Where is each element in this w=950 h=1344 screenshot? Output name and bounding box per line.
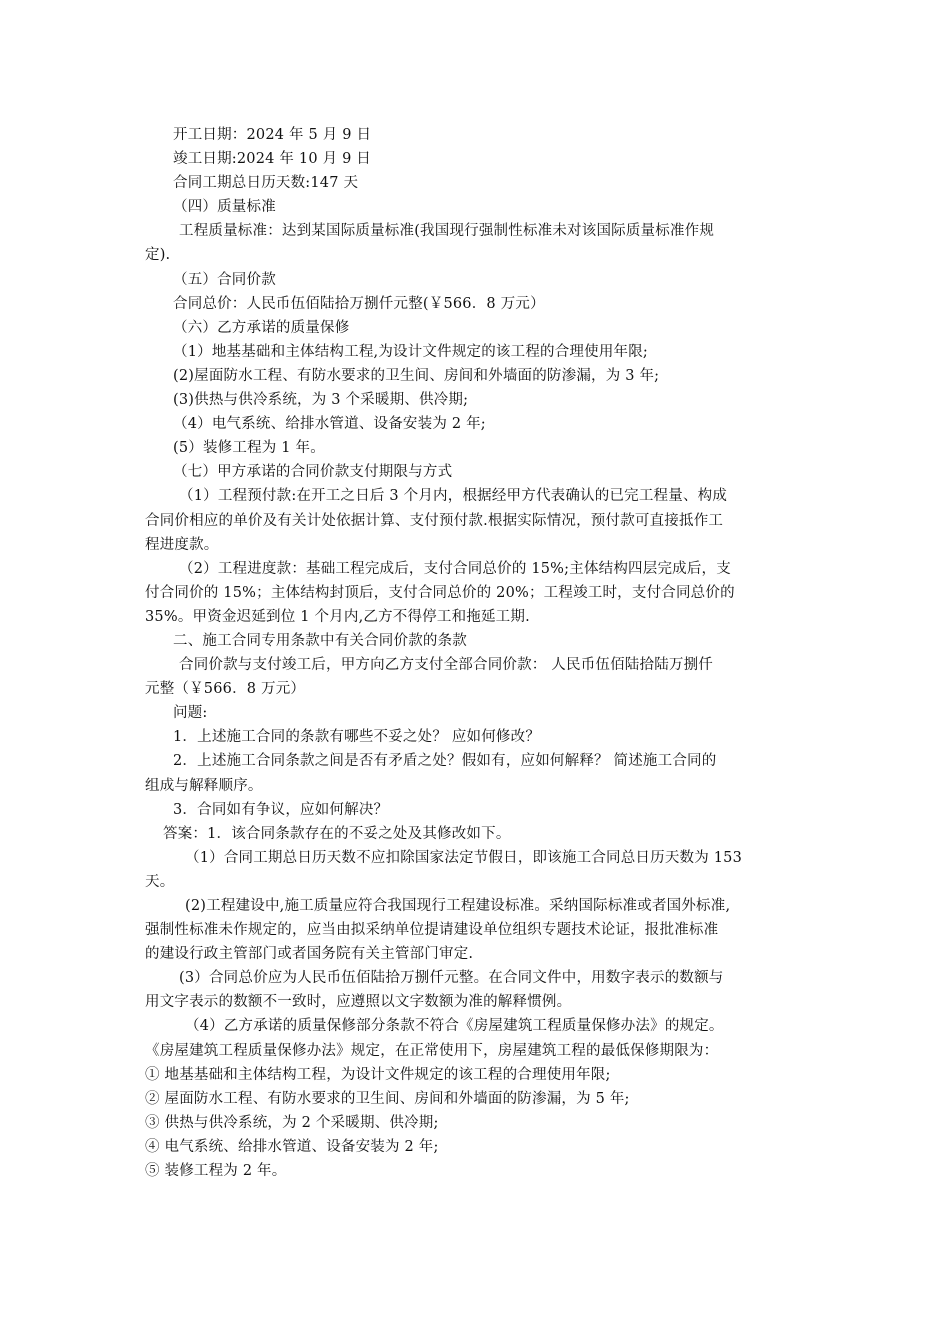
text-line: （4）电气系统、给排水管道、设备安装为 2 年; — [173, 416, 486, 433]
text-line: （4）乙方承诺的质量保修部分条款不符合《房屋建筑工程质量保修办法》的规定。 — [185, 1018, 724, 1035]
text-line: 付合同价的 15%；主体结构封顶后，支付合同总价的 20%；工程竣工时，支付合同总价的 — [145, 584, 735, 601]
document-body — [145, 123, 817, 1183]
text-line: （六）乙方承诺的质量保修 — [173, 319, 350, 336]
text-line: 组成与解释顺序。 — [145, 777, 263, 794]
text-line: (3）合同总价应为人民币伍佰陆拾万捌仟元整。在合同文件中，用数字表示的数额与 — [179, 970, 724, 987]
text-line: （2）工程进度款：基础工程完成后，支付合同总价的 15%;主体结构四层完成后，支 — [179, 560, 731, 577]
text-line: 合同价款与支付竣工后，甲方向乙方支付全部合同价款： 人民币伍佰陆拾陆万捌仟 — [179, 657, 714, 674]
text-line: 合同总价：人民币伍佰陆拾万捌仟元整(￥566．8 万元） — [173, 295, 545, 312]
text-line: （1）合同工期总日历天数不应扣除国家法定节假日，即该施工合同总日历天数为 153 — [185, 849, 743, 866]
text-line: 竣工日期:2024 年 10 月 9 日 — [173, 151, 372, 168]
text-line: 元整（￥566．8 万元） — [145, 681, 306, 698]
text-line: 合同价相应的单价及有关计处依据计算、支付预付款.根据实际情况，预付款可直接抵作工 — [145, 512, 724, 529]
text-line: ① 地基基础和主体结构工程，为设计文件规定的该工程的合理使用年限; — [145, 1066, 611, 1083]
text-line: 天。 — [145, 873, 175, 890]
text-line: 问题: — [173, 705, 208, 722]
text-line: 程进度款。 — [145, 536, 219, 553]
text-line: 定). — [145, 247, 171, 264]
text-line: （五）合同价款 — [173, 271, 276, 288]
text-line: 2．上述施工合同条款之间是否有矛盾之处？假如有，应如何解释？ 简述施工合同的 — [173, 753, 717, 770]
text-line: （七）甲方承诺的合同价款支付期限与方式 — [173, 464, 453, 481]
text-line: (2)工程建设中,施工质量应符合我国现行工程建设标准。采纳国际标准或者国外标准, — [185, 898, 731, 914]
text-line: （1）地基基础和主体结构工程,为设计文件规定的该工程的合理使用年限; — [173, 343, 649, 360]
text-line: 3．合同如有争议，应如何解决？ — [173, 801, 389, 818]
text-line: （四）质量标准 — [173, 199, 276, 216]
text-line: 1．上述施工合同的条款有哪些不妥之处？ 应如何修改？ — [173, 729, 541, 746]
text-line: (5）装修工程为 1 年。 — [173, 440, 325, 457]
text-line: 《房屋建筑工程质量保修办法》规定，在正常使用下，房屋建筑工程的最低保修期限为： — [145, 1042, 719, 1059]
text-line: 开工日期：2024 年 5 月 9 日 — [173, 127, 372, 143]
text-line: 35%。甲资金迟延到位 1 个月内,乙方不得停工和拖延工期. — [145, 608, 530, 625]
text-line: 合同工期总日历天数:147 天 — [173, 175, 359, 192]
text-line: ③ 供热与供冷系统，为 2 个采暖期、供冷期; — [145, 1114, 439, 1131]
text-line: 工程质量标准：达到某国际质量标准(我国现行强制性标准未对该国际质量标准作规 — [179, 223, 715, 240]
text-line: ② 屋面防水工程、有防水要求的卫生间、房间和外墙面的防渗漏，为 5 年; — [145, 1090, 630, 1107]
text-line: （1）工程预付款:在开工之日后 3 个月内，根据经甲方代表确认的已完工程量、构成 — [179, 488, 728, 505]
text-line: ⑤ 装修工程为 2 年。 — [145, 1163, 287, 1180]
text-line: (2)屋面防水工程、有防水要求的卫生间、房间和外墙面的防渗漏，为 3 年; — [173, 367, 660, 384]
text-line: 答案：1．该合同条款存在的不妥之处及其修改如下。 — [163, 825, 511, 842]
text-line: 的建设行政主管部门或者国务院有关主管部门审定. — [145, 946, 474, 963]
text-line: (3)供热与供冷系统，为 3 个采暖期、供冷期; — [173, 392, 469, 409]
text-line: ④ 电气系统、给排水管道、设备安装为 2 年; — [145, 1138, 439, 1155]
text-line: 二、施工合同专用条款中有关合同价款的条款 — [173, 632, 467, 649]
text-line: 用文字表示的数额不一致时，应遵照以文字数额为准的解释惯例。 — [145, 994, 572, 1011]
text-line: 强制性标准未作规定的，应当由拟采纳单位提请建设单位组织专题技术论证，报批准标准 — [145, 922, 719, 939]
